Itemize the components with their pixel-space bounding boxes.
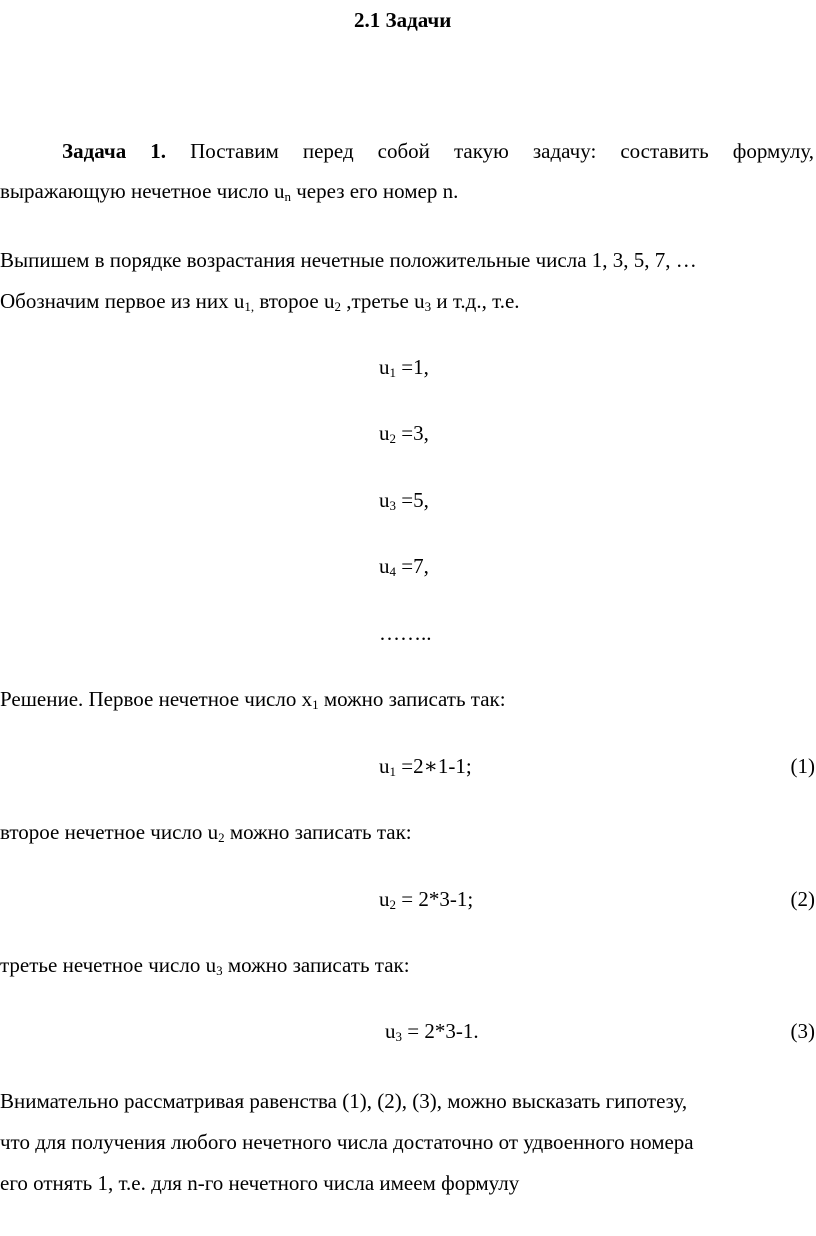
solution-text-2: второе нечетное число $u_2$ можно записать так:: [0, 820, 412, 845]
task1-line2-text-b: через его номер n.: [290, 179, 459, 203]
solution-intro: Решение. Первое нечетное число $x_1$ можно записать так:: [0, 687, 506, 712]
para2-sub1: 1,: [244, 299, 255, 314]
sequence-item-3: $u_3 =5$,: [379, 488, 429, 513]
conclusion-line-3: его отнять 1, т.е. для n-го нечетного числа имеем формулу: [0, 1171, 520, 1195]
conclusion-line-1: Внимательно рассматривая равенства (1), (2), (3), можно высказать гипотезу,: [0, 1089, 688, 1113]
solution-text-3: третье нечетное число $u_3$ можно записать так:: [0, 953, 410, 978]
equation-1-number: (1): [790, 754, 815, 778]
task1-text: Поставим перед собой такую задачу: составить формулу,: [190, 139, 814, 163]
task1-line2: [0, 178, 458, 205]
para2-sub2: 2: [334, 299, 341, 314]
equation-3-number: (3): [790, 1019, 815, 1043]
sequence-item-1: $u_1 =1$,: [379, 355, 429, 380]
equation-2-number: (2): [790, 887, 815, 911]
task1-line1: [62, 138, 814, 165]
para2-sub3: 3: [424, 299, 432, 314]
equation-3: $u_3 = 2*3-1$.: [385, 1019, 479, 1044]
para2-text-d: и т.д., т.е.: [431, 289, 520, 313]
equation-2: $u_2 = 2*3-1$;: [379, 887, 474, 912]
page-title: 2.1 Задачи: [354, 8, 452, 32]
para2-line2: [0, 288, 520, 315]
task1-label: Задача 1.: [62, 139, 167, 163]
para2-text-c: ,третье u: [341, 289, 425, 313]
sequence-item-2: $u_2 =3$,: [379, 421, 429, 446]
conclusion-line-2: что для получения любого нечетного числа достаточно от удвоенного номера: [0, 1130, 694, 1154]
sequence-item-4: $u_4 =7$,: [379, 554, 429, 579]
sequence-ellipsis: ……..: [379, 621, 432, 645]
equation-1: $u_1$ =2∗1-1;: [379, 754, 472, 779]
task1-line2-text: выражающую нечетное число u: [0, 179, 285, 203]
task1-sub-n: n: [284, 189, 291, 204]
para2-text-a: Обозначим первое из них u: [0, 289, 245, 313]
para2-text-b: второе u: [254, 289, 335, 313]
para2-line1: Выпишем в порядке возрастания нечетные положительные числа 1, 3, 5, 7, …: [0, 248, 697, 272]
